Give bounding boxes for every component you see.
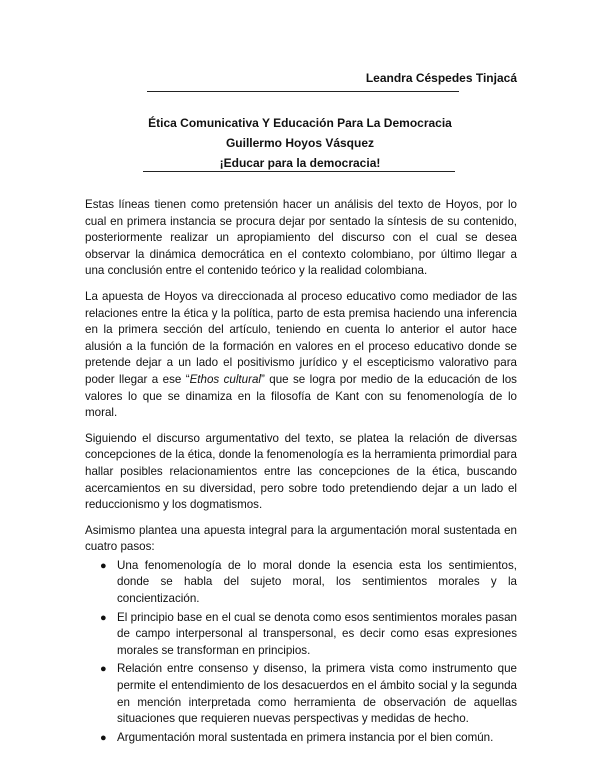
ethos-cultural-term: Ethos cultural	[189, 372, 261, 386]
paragraph-steps-intro: Asimismo plantea una apuesta integral para la argumentación moral sustentada en cuatro pasos:	[85, 523, 517, 554]
bullet-icon: ●	[100, 731, 107, 744]
header-rule-bottom	[143, 171, 455, 172]
paragraph-text: ” que se logra por medio de la educación de los valores lo que se dinamiza en la filosofía de Kant con su fenomenología de lo moral.	[85, 372, 517, 420]
bullet-icon: ●	[100, 611, 107, 624]
reference-author: Guillermo Hoyos Vásquez	[225, 136, 375, 150]
paragraph-argument: Siguiendo el discurso argumentativo del texto, se platea la relación de diversas concepciones de la ética, donde la fenomenología es la herramienta primordial para hallar posibles relacionamientos entre las concepciones de la ética, buscando acercamientos en su diversidad, pero sobre todo pretendiendo dejar a un lado el reduccionismo y los dogmatismos.	[85, 431, 517, 512]
paragraph-intro: Estas líneas tienen como pretensión hacer un análisis del texto de Hoyos, por lo cual en primera instancia se procura dejar por sentado la síntesis de su contenido, posteriormente realizar un apropiamiento del discurso con el cual se desea observar la dinámica democrática en el contexto colombiano, por último llegar a una conclusión entre el contenido teórico y la realidad colombiana.	[85, 198, 517, 278]
list-item-text: Relación entre consenso y disenso, la primera vista como instrumento que permite el entendimiento de los desacuerdos en el ámbito social y la segunda en mención interpretada como herramienta de observación de aquellas situaciones que requieren nuevas perspectivas y medidas de hecho.	[117, 662, 517, 726]
list-item-text: Argumentación moral sustentada en primera instancia por el bien común.	[117, 730, 494, 744]
bullet-icon: ●	[100, 559, 107, 572]
paragraph-text: La apuesta de Hoyos va direccionada al proceso educativo como mediador de las relaciones entre la ética y la política, parto de esta premisa haciendo una inferencia en la primera sección del artículo, teniendo en cuenta lo anterior el autor hace alusión a la función de la formación en valores en el proceso educativo donde se pretende dejar a un lado el positivismo jurídico y el escepticismo valorativo para poder llegar a ese “	[85, 289, 517, 386]
list-item	[100, 730, 517, 747]
steps-list	[85, 558, 517, 747]
author-name: Leandra Céspedes Tinjacá	[365, 71, 517, 85]
bullet-icon: ●	[100, 663, 107, 676]
header-rule-top	[147, 91, 459, 92]
main-title: Ética Comunicativa Y Educación Para La Democracia	[148, 116, 452, 130]
list-item	[100, 558, 517, 608]
paragraph-hoyos	[85, 289, 517, 422]
list-item	[100, 661, 517, 727]
list-item	[100, 610, 517, 660]
list-item-text: Una fenomenología de lo moral donde la esencia esta los sentimientos, donde se habla del sujeto moral, los sentimientos morales y la concientización.	[117, 558, 517, 606]
body-text	[85, 197, 517, 748]
title-block	[0, 113, 600, 173]
list-item-text: El principio base en el cual se denota como esos sentimientos morales pasan de campo interpersonal al transpersonal, es decir como esas expresiones morales se transforman en principios.	[117, 610, 517, 657]
subtitle: ¡Educar para la democracia!	[219, 156, 381, 170]
